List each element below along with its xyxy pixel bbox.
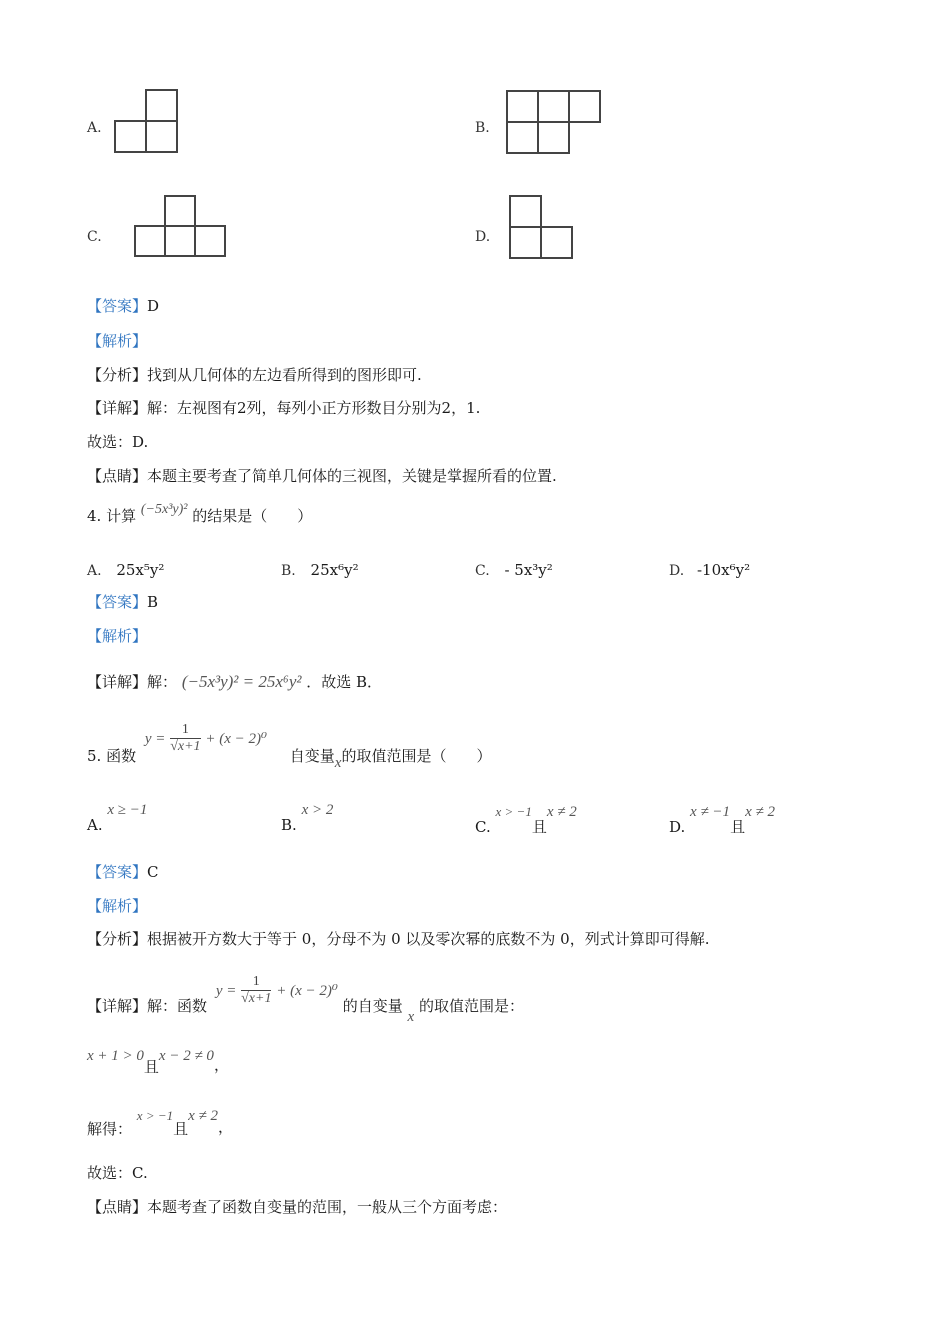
q4-option-c: C. - 5x³y² (475, 561, 553, 579)
q5-option-c: C. x > −1且x ≠ 2 (475, 804, 577, 836)
q4-option-d: D. -10x⁶y² (669, 561, 751, 579)
q5-conditions: x + 1 > 0且x − 2 ≠ 0， (87, 1048, 229, 1076)
q5-option-a: A. x ≥ −1 (87, 802, 148, 834)
q3-guxuan: 故选：D. (87, 433, 149, 451)
option-a-figure (112, 88, 182, 156)
q4-jiexi: 【解析】 (87, 627, 148, 645)
q5-xiangjie: 【详解】解：函数 y = $\frac{1}{√x+1}$ + (x − 2)⁰ 的自变量 x 的取值范围是： (87, 974, 524, 1025)
q3-fenxi: 【分析】找到从几何体的左边看所得到的图形即可. (87, 366, 422, 384)
q5-option-d: D. x ≠ −1且x ≠ 2 (669, 804, 775, 836)
q5-fenxi: 【分析】根据被开方数大于等于 0，分母不为 0 以及零次幂的底数不为 0，列式计算即可得解. (87, 930, 710, 948)
option-b-label: B. (475, 120, 490, 136)
option-c-label: C. (87, 229, 102, 245)
q5-jiexi: 【解析】 (87, 897, 148, 915)
q5-dianjing: 【点睛】本题考查了函数自变量的范围，一般从三个方面考虑： (87, 1198, 508, 1216)
option-d-label: D. (475, 229, 491, 245)
q3-xiangjie: 【详解】解：左视图有2列，每列小正方形数目分别为2，1. (87, 399, 481, 417)
q5-answer: 【答案】C (87, 863, 159, 881)
option-b-figure (505, 89, 605, 157)
option-c-figure (133, 194, 231, 260)
q5-option-b: B. x > 2 (281, 802, 334, 834)
option-d-figure (508, 194, 578, 262)
q3-jiexi: 【解析】 (87, 332, 148, 350)
q5-fraction: $\frac{1}{√x+1}$ (170, 722, 201, 754)
q5-stem: 5. 函数 y = $\frac{1}{√x+1}$ + (x − 2)⁰ 自变量x的取值范围是（ ） (87, 722, 492, 771)
q3-answer: 【答案】D (87, 297, 160, 315)
option-a-label: A. (87, 120, 102, 136)
q4-option-a: A. 25x⁵y² (87, 561, 165, 579)
q5-guxuan: 故选：C. (87, 1164, 148, 1182)
q4-solution-expression: (−5x³y)² = 25x⁶y² (181, 672, 302, 691)
q4-stem: 4. 计算 (−5x³y)² 的结果是（ ） (87, 502, 313, 525)
q4-option-b: B. 25x⁶y² (281, 561, 359, 579)
q4-answer: 【答案】B (87, 593, 159, 611)
q4-xiangjie: 【详解】解： (−5x³y)² = 25x⁶y² ．故选 B． (87, 672, 383, 691)
q3-dianjing: 【点睛】本题主要考查了简单几何体的三视图，关键是掌握所看的位置. (87, 467, 557, 485)
q5-result: 解得： x > −1且x ≠ 2， (87, 1108, 234, 1138)
q4-expression: (−5x³y)² (140, 502, 188, 517)
